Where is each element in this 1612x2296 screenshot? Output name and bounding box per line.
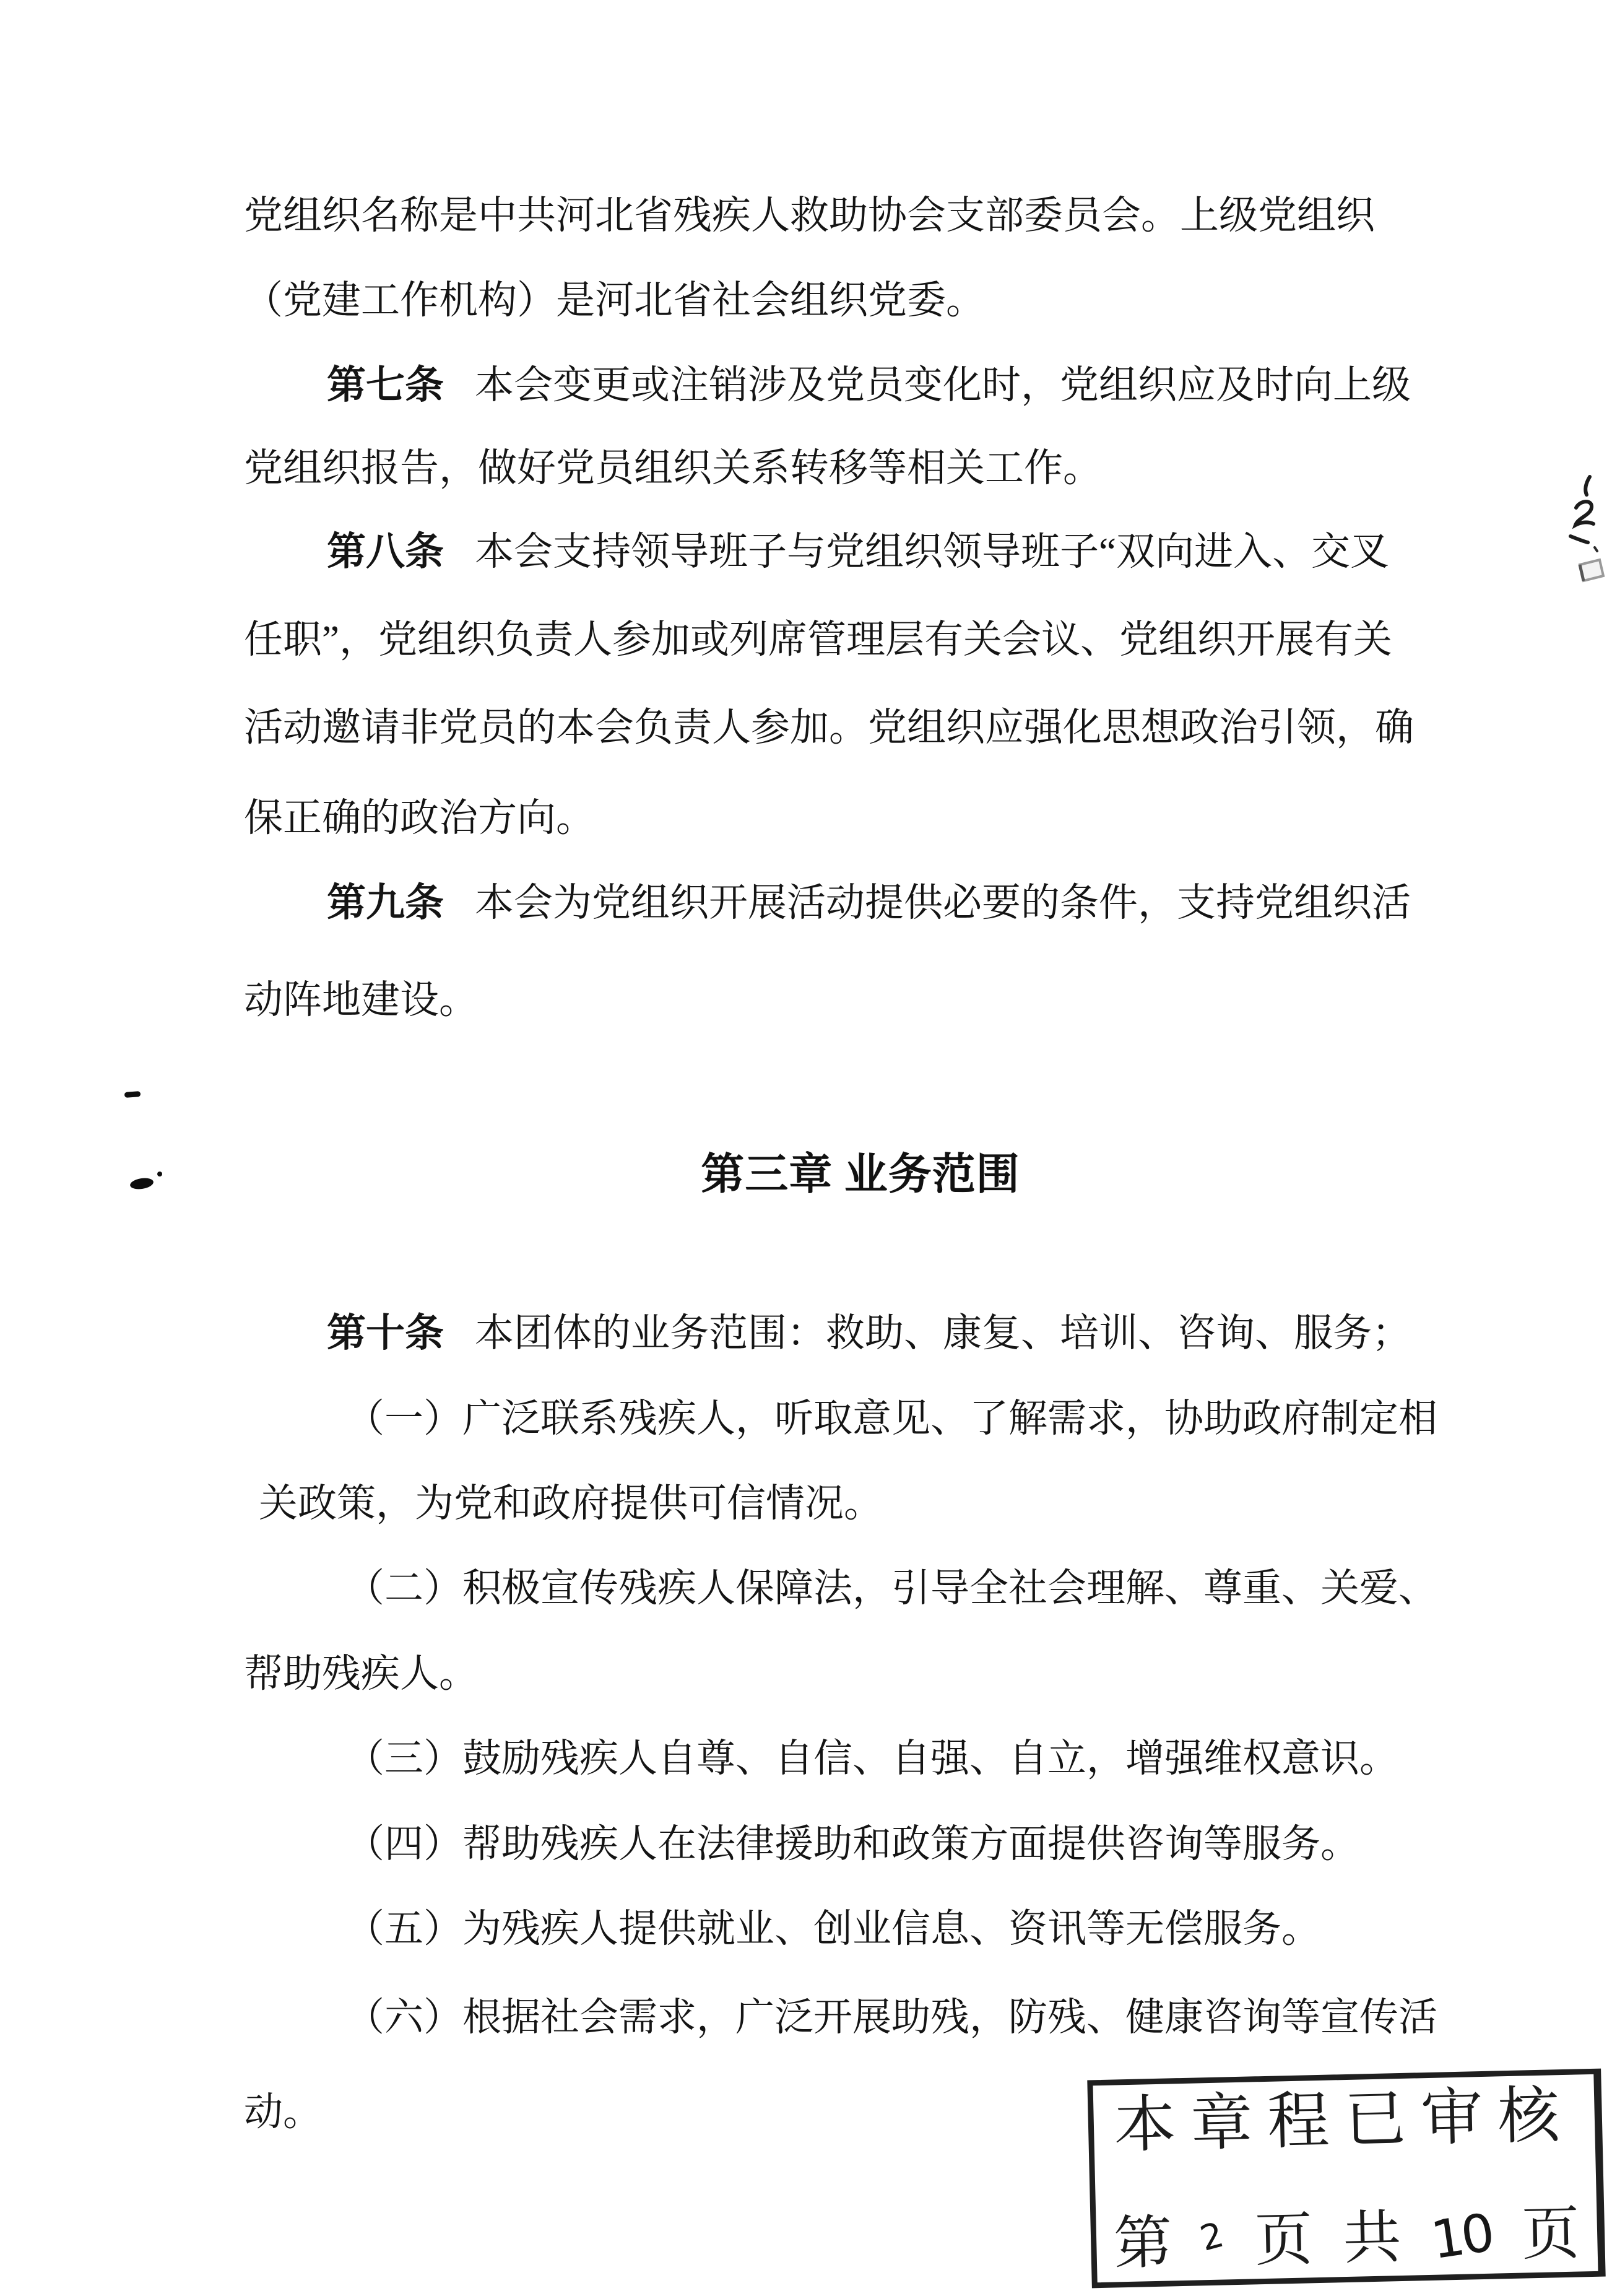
review-stamp	[1087, 2069, 1605, 2289]
line-text: 党组织名称是中共河北省残疾人救助协会支部委员会。上级党组织	[244, 194, 1375, 237]
line-text: 本团体的业务范围：救助、康复、培训、咨询、服务；	[475, 1311, 1411, 1355]
line-text: 本会支持领导班子与党组织领导班子“双向进入、交叉	[475, 530, 1389, 573]
text-line	[345, 1907, 1320, 1951]
line-text: （一）广泛联系残疾人，听取意见、了解需求，协助政府制定相	[345, 1397, 1437, 1440]
line-text: 动。	[244, 2090, 322, 2134]
text-line	[345, 1996, 1437, 2040]
article-number: 第八条	[327, 530, 444, 573]
line-text: （党建工作机构）是河北省社会组织党委。	[244, 279, 985, 322]
article-number: 第七条	[327, 363, 444, 407]
line-text: （四）帮助残疾人在法律援助和政策方面提供咨询等服务。	[345, 1822, 1359, 1866]
line-text: （三）鼓励残疾人自尊、自信、自强、自立，增强维权意识。	[345, 1737, 1398, 1780]
text-line	[244, 796, 595, 840]
text-line	[244, 194, 1375, 238]
text-line	[345, 1737, 1398, 1781]
line-text: 关政策，为党和政府提供可信情况。	[259, 1482, 883, 1525]
stamp-page-row	[1108, 2201, 1585, 2277]
line-text: 帮助残疾人。	[244, 1652, 478, 1695]
chapter-heading: 第三章 业务范围	[701, 1151, 1020, 1199]
ink-speck	[157, 1172, 162, 1176]
text-line	[244, 1652, 478, 1696]
stamp-label-ye: 页	[1520, 2201, 1581, 2268]
stamp-total-pages-handwritten: 10	[1427, 2202, 1496, 2271]
stamp-reviewed-text: 本章程已审核	[1113, 2081, 1575, 2160]
line-text: （五）为残疾人提供就业、创业信息、资讯等无偿服务。	[345, 1907, 1320, 1950]
article-number: 第九条	[327, 881, 444, 924]
line-text: 本会变更或注销涉及党员变化时，党组织应及时向上级	[475, 363, 1411, 407]
line-text: （二）积极宣传残疾人保障法，引导全社会理解、尊重、关爱、	[345, 1567, 1437, 1610]
text-line	[244, 618, 1392, 662]
text-line	[327, 530, 1389, 574]
text-line	[327, 881, 1411, 925]
line-text: 本会为党组织开展活动提供必要的条件，支持党组织活	[475, 881, 1411, 924]
text-line	[327, 363, 1411, 407]
text-line	[244, 279, 985, 323]
text-line	[345, 1567, 1437, 1611]
text-line	[244, 2090, 322, 2134]
stamp-label-di: 第	[1113, 2211, 1173, 2277]
stamp-page-number-handwritten: 2	[1195, 2214, 1228, 2259]
ink-speck	[124, 1091, 141, 1098]
text-line	[244, 706, 1414, 750]
article-number: 第十条	[327, 1311, 444, 1355]
handwritten-mark	[1567, 472, 1608, 608]
line-text: 动阵地建设。	[244, 978, 478, 1022]
ink-speck	[129, 1176, 154, 1191]
line-text: 党组织报告，做好党员组织关系转移等相关工作。	[244, 446, 1102, 490]
stamp-label-gong: 共	[1342, 2206, 1402, 2272]
line-text: 保正确的政治方向。	[244, 796, 595, 840]
text-line	[327, 1311, 1411, 1355]
stamp-label-ye: 页	[1254, 2207, 1314, 2274]
line-text: 任职”，党组织负责人参加或列席管理层有关会议、党组织开展有关	[244, 618, 1392, 661]
text-line	[345, 1822, 1359, 1866]
text-line	[244, 446, 1102, 490]
line-text: 活动邀请非党员的本会负责人参加。党组织应强化思想政治引领，确	[244, 706, 1414, 749]
line-text: （六）根据社会需求，广泛开展助残，防残、健康咨询等宣传活	[345, 1996, 1437, 2039]
text-line	[244, 978, 478, 1022]
text-line	[259, 1482, 883, 1526]
text-line	[345, 1397, 1437, 1441]
